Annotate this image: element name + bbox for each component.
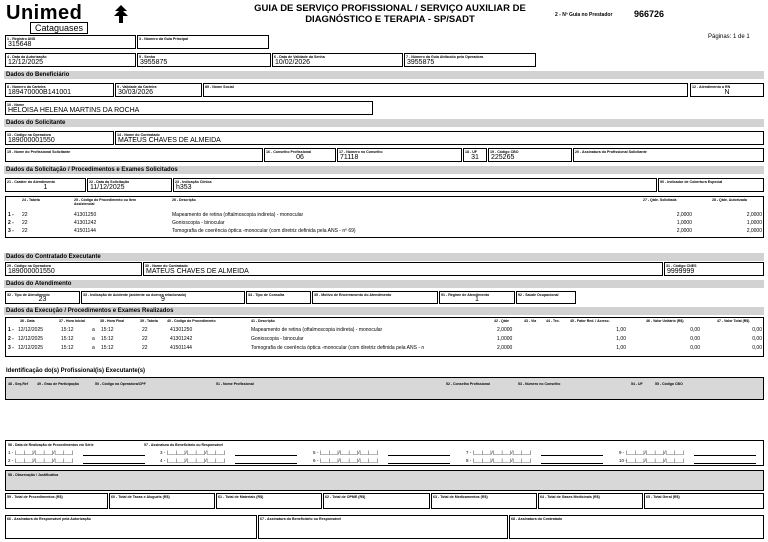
exec-row-code: 41301250 — [170, 327, 193, 333]
col-exec-factor: 45 - Fator Red. / Acresc. — [570, 319, 610, 323]
exec-row-qty: 1,0000 — [497, 336, 513, 342]
exec-row-end: 15:12 — [101, 336, 114, 342]
req-row-num: 3 - — [8, 228, 14, 234]
series-signature-line — [694, 463, 756, 464]
exec-row-factor: 1,00 — [616, 327, 626, 333]
field-occupational-health[interactable]: 92 - Saúde Ocupacional — [516, 291, 576, 304]
operator-guide-number-value: 3955875 — [407, 59, 435, 66]
exec-row-num: 1 - — [8, 327, 14, 333]
signature-authorization[interactable]: 66 - Assinatura do Responsável pela Autorização — [5, 515, 257, 539]
section-request: Dados da Solicitação / Procedimentos e Exames Solicitados — [4, 166, 764, 174]
series-date-field[interactable]: |___|___|/|___|___|/|___|___| — [15, 458, 74, 463]
col-exec-date: 36 - Data — [20, 319, 35, 323]
beneficiary-name-value: HELOISA HELENA MARTINS DA ROCHA — [8, 107, 140, 114]
field-ans-registry[interactable]: 1 - Registro ANS 315648 — [5, 35, 136, 49]
req-row-code: 41301250 — [74, 212, 97, 218]
field-care-type[interactable]: 32 - Tipo de Atendimento 23 — [5, 291, 80, 304]
exec-row-factor: 1,00 — [616, 345, 626, 351]
col-exec-unit-value: 46 - Valor Unitário (R$) — [646, 319, 684, 323]
exec-row-end-bullet: a — [92, 345, 95, 351]
col-qty-requested: 27 - Qtde. Solicitada — [643, 198, 677, 202]
field-requesting-professional[interactable]: 15 - Nome do Profissional Solicitante — [5, 148, 263, 162]
total-procedures: 59 - Total de Procedimentos (R$) — [5, 493, 108, 509]
series-date-field[interactable]: |___|___|/|___|___|/|___|___| — [320, 458, 379, 463]
series-date-field[interactable]: |___|___|/|___|___|/|___|___| — [320, 450, 379, 455]
series-date-index: 5 - — [313, 450, 319, 455]
total-general: 65 - Total Geral (R$) — [644, 493, 764, 509]
exec-row-code: 41301242 — [170, 336, 193, 342]
exec-row-unit-value: 0,00 — [690, 327, 700, 333]
exec-row-unit-value: 0,00 — [690, 336, 700, 342]
series-signature-line — [541, 455, 603, 456]
exec-row-table: 22 — [142, 345, 148, 351]
series-date-index: 1 - — [8, 450, 14, 455]
col-exec-end: 38 - Hora Final — [100, 319, 125, 323]
series-date-index: 6 - — [313, 458, 319, 463]
series-date-field[interactable]: |___|___|/|___|___|/|___|___| — [167, 450, 226, 455]
field-uf[interactable]: 18 - UF 31 — [463, 148, 487, 162]
series-date-field[interactable]: |___|___|/|___|___|/|___|___| — [473, 450, 532, 455]
signature-contractor[interactable]: 68 - Assinatura do Contratado — [509, 515, 764, 539]
col-exec-description: 41 - Descrição — [251, 319, 275, 323]
col-description: 26 - Descrição — [172, 198, 196, 202]
req-row-description: Mapeamento de retina (oftalmoscopia indireta) - monocular — [172, 212, 304, 218]
req-row-qty-requested: 2,0000 — [676, 212, 692, 218]
field-executor-operator-code[interactable]: 29 - Código na Operadora 189000001550 — [5, 262, 142, 276]
password-validity-value: 10/02/2026 — [275, 59, 311, 66]
council-number-value: 71118 — [340, 154, 359, 161]
exec-row-qty: 2,0000 — [497, 345, 513, 351]
series-date-index: 2 - — [8, 458, 14, 463]
series-date-field[interactable]: |___|___|/|___|___|/|___|___| — [626, 450, 685, 455]
section-professionals: Identificação do(s) Profissional(is) Executante(s) — [6, 368, 146, 374]
field-clinical-indication[interactable]: 23 - Indicação Clínica h353 — [173, 178, 657, 192]
series-signature-line — [388, 463, 450, 464]
col-exec-qty: 42 - Qtde — [494, 319, 509, 323]
guide-number: 966726 — [634, 9, 665, 19]
series-signature-line — [388, 455, 450, 456]
col-exec-total-value: 47 - Valor Total (R$) — [717, 319, 750, 323]
executor-contractor-name-value: MATEUS CHAVES DE ALMEIDA — [146, 268, 249, 275]
logo-name: Unimed — [6, 2, 83, 24]
professional-council-value: 06 — [296, 154, 304, 161]
exec-row-total-value: 0,00 — [752, 327, 762, 333]
exec-row-description: Mapeamento de retina (oftalmoscopia indireta) - monocular — [251, 327, 383, 333]
series-date-index: 7 - — [466, 450, 472, 455]
cnes-code-value: 9999999 — [667, 268, 695, 275]
logo-city: Cataguases — [30, 22, 88, 34]
card-validity-value: 30/03/2026 — [118, 89, 154, 96]
req-row-table: 22 — [22, 220, 28, 226]
field-professional-council[interactable]: 16 - Conselho Profissional 06 — [264, 148, 336, 162]
series-signature-line — [235, 463, 297, 464]
exec-row-factor: 1,00 — [616, 336, 626, 342]
series-date-index: 9 - — [619, 450, 625, 455]
field-operator-guide-number[interactable]: 7 - Número da Guia Atribuído pela Operadora 3955875 — [404, 53, 536, 67]
series-date-index: 10 - — [619, 458, 627, 463]
field-care-regime[interactable]: 91 - Regime de Atendimento 1 — [439, 291, 515, 304]
series-signature-line — [694, 455, 756, 456]
cbo-code-value: 225265 — [491, 154, 515, 161]
total-materials: 61 - Total de Materiais (R$) — [216, 493, 322, 509]
field-name[interactable]: 10 - Nome HELOISA HELENA MARTINS DA ROCHA — [5, 101, 373, 115]
req-row-description: Gonioscopia - binocular — [172, 220, 225, 226]
req-row-table: 22 — [22, 212, 28, 218]
req-row-qty-authorized: 2,0000 — [746, 212, 762, 218]
exec-row-num: 2 - — [8, 336, 14, 342]
password-value: 3955875 — [140, 59, 168, 66]
field-card-validity[interactable]: 9 - Validade da Carteira 30/03/2026 — [115, 83, 202, 97]
field-card-number[interactable]: 8 - Número da Carteira 189470000B141001 — [5, 83, 114, 97]
field-care-character[interactable]: 21 - Caráter do Atendimento 1 — [5, 178, 86, 192]
total-fees: 60 - Total de Taxas e Aluguéis (R$) — [109, 493, 215, 509]
req-row-qty-requested: 1,0000 — [676, 220, 692, 226]
col-table: 24 - Tabela — [22, 198, 40, 202]
exec-row-description: Gonioscopia - binocular — [251, 336, 304, 342]
field-requester-signature[interactable]: 20 - Assinatura do Profissional Solicitante — [573, 148, 764, 162]
field-special-coverage[interactable]: 90 - Indicador de Cobertura Especial — [658, 178, 764, 192]
exec-row-date: 12/12/2025 — [18, 345, 44, 351]
total-medical-gases: 64 - Total de Gases Medicinais (R$) — [538, 493, 643, 509]
req-row-qty-authorized: 1,0000 — [746, 220, 762, 226]
signature-beneficiary[interactable]: 67 - Assinatura do Beneficiário ou Responsável — [258, 515, 508, 539]
professionals-header-row: 48 - Seq.Ref 49 - Grau de Participação 50 - Código na Operadora/CPF 51 - Nome Profissional 52 - Conselho Profissional 53 - Número no Conselho 54 - UF 55 - Código CBO — [5, 377, 764, 400]
uf-value: 31 — [471, 154, 479, 161]
care-type-value: 23 — [38, 296, 47, 303]
exec-row-description: Tomografia de coerência óptica -monocular (com diretriz definida pela ANS - n — [251, 345, 425, 351]
request-date-value: 11/12/2025 — [90, 184, 125, 191]
total-opme: 62 - Total de OPME (R$) — [323, 493, 430, 509]
req-row-qty-authorized: 2,0000 — [746, 228, 762, 234]
logo — [6, 2, 134, 34]
field-authorization-date[interactable]: 4 - Data da Autorização 12/12/2025 — [5, 53, 136, 67]
accident-indication-value: 9 — [161, 296, 165, 303]
requested-procedures-table — [5, 196, 764, 238]
exec-row-num: 3 - — [8, 345, 14, 351]
field-main-guide-number[interactable]: 3 - Número da Guia Principal — [137, 35, 269, 49]
executed-procedures-table — [5, 317, 764, 357]
col-exec-table: 39 - Tabela — [140, 319, 158, 323]
exec-row-start: 15:12 — [61, 345, 74, 351]
pages-indicator: Páginas: 1 de 1 — [708, 34, 750, 40]
form-title-line1: GUIA DE SERVIÇO PROFISSIONAL / SERVIÇO AUXILIAR DE — [254, 3, 526, 14]
exec-row-end: 15:12 — [101, 345, 114, 351]
requester-operator-code-value: 189000001550 — [8, 137, 55, 144]
ans-registry-value: 315648 — [8, 41, 32, 48]
field-cbo-code[interactable]: 19 - Código CBO 225265 — [488, 148, 572, 162]
col-exec-start: 37 - Hora Inicial — [59, 319, 85, 323]
req-row-qty-requested: 2,0000 — [676, 228, 692, 234]
field-council-number[interactable]: 17 - Número no Conselho 71118 — [337, 148, 462, 162]
care-character-value: 1 — [43, 184, 48, 191]
series-signature-line — [235, 455, 297, 456]
section-attendance: Dados do Atendimento — [4, 280, 764, 288]
req-row-code: 41301242 — [74, 220, 97, 226]
exec-row-total-value: 0,00 — [752, 345, 762, 351]
col-code: 25 - Código do Procedimento ou Item Assistencial — [74, 198, 137, 206]
req-row-num: 1 - — [8, 212, 14, 218]
guide-number-label: 2 - Nº Guia no Prestador — [555, 12, 613, 18]
exec-row-start: 15:12 — [61, 336, 74, 342]
series-date-field[interactable]: |___|___|/|___|___|/|___|___| — [15, 450, 74, 455]
form-title — [240, 3, 540, 25]
req-row-code: 41501144 — [74, 228, 96, 234]
section-beneficiary: Dados do Beneficiário — [4, 71, 764, 79]
section-execution: Dados da Execução / Procedimentos e Exames Realizados — [4, 307, 764, 315]
exec-row-total-value: 0,00 — [752, 336, 762, 342]
field-consult-type[interactable]: 34 - Tipo de Consulta — [246, 291, 311, 304]
total-medications: 63 - Total de Medicamentos (R$) — [431, 493, 537, 509]
series-signature-line — [541, 463, 603, 464]
field-password-validity[interactable]: 6 - Data de Validade da Senha 10/02/2026 — [272, 53, 403, 67]
req-row-description: Tomografia de coerência óptica -monocular (com diretriz definida pela ANS - nº 69) — [172, 228, 356, 234]
exec-row-end: 15:12 — [101, 327, 114, 333]
exec-row-end-bullet: a — [92, 336, 95, 342]
series-signature-line — [83, 463, 145, 464]
series-date-index: 8 - — [466, 458, 472, 463]
series-signature-line — [83, 455, 145, 456]
field-cnes-code[interactable]: 31 - Código CNES 9999999 — [664, 262, 764, 276]
series-date-field[interactable]: |___|___|/|___|___|/|___|___| — [167, 458, 226, 463]
exec-row-table: 22 — [142, 336, 148, 342]
field-newborn-care[interactable]: 12 - Atendimento a RN N — [690, 83, 764, 97]
section-executor: Dados do Contratado Executante — [4, 253, 764, 261]
card-number-value: 189470000B141001 — [8, 89, 72, 96]
col-exec-code: 40 - Código do Procedimento — [167, 319, 216, 323]
section-requester: Dados do Solicitante — [4, 119, 764, 127]
exec-row-date: 12/12/2025 — [18, 336, 44, 342]
exec-row-qty: 2,0000 — [497, 327, 513, 333]
field-observation[interactable]: 58 - Observação / Justificativa — [5, 470, 764, 491]
executor-operator-code-value: 189000001550 — [8, 268, 55, 275]
req-row-num: 2 - — [8, 220, 14, 226]
unimed-tree-icon — [107, 4, 135, 24]
exec-row-date: 12/12/2025 — [18, 327, 44, 333]
field-accident-indication[interactable]: 33 - Indicação de Acidente (acidente ou doença relacionado) 9 — [81, 291, 245, 304]
exec-row-start: 15:12 — [61, 327, 74, 333]
exec-row-code: 41501144 — [170, 345, 192, 351]
authorization-date-value: 12/12/2025 — [8, 59, 44, 66]
field-executor-contractor-name[interactable]: 30 - Nome do Contratado MATEUS CHAVES DE ALMEIDA — [143, 262, 663, 276]
col-qty-authorized: 28 - Qtde. Autorizada — [712, 198, 747, 202]
exec-row-table: 22 — [142, 327, 148, 333]
series-date-index: 4 - — [160, 458, 166, 463]
field-closure-reason[interactable]: 35 - Motivo de Encerramento do Atendimento — [312, 291, 438, 304]
clinical-indication-value: h353 — [176, 184, 192, 191]
newborn-care-value: N — [724, 89, 730, 96]
field-requester-contractor-name[interactable]: 14 - Nome do Contratado MATEUS CHAVES DE ALMEIDA — [115, 131, 764, 145]
req-row-table: 22 — [22, 228, 28, 234]
series-date-index: 3 - — [160, 450, 166, 455]
series-date-field[interactable]: |___|___|/|___|___|/|___|___| — [473, 458, 532, 463]
exec-row-end-bullet: a — [92, 327, 95, 333]
care-regime-value: 1 — [475, 296, 479, 303]
col-exec-tec: 44 - Tec. — [546, 319, 560, 323]
col-exec-via: 43 - Via — [524, 319, 537, 323]
field-social-name[interactable]: 89 - Nome Social — [203, 83, 688, 97]
field-requester-operator-code[interactable]: 13 - Código na Operadora 189000001550 — [5, 131, 114, 145]
field-request-date[interactable]: 22 - Data da Solicitação 11/12/2025 — [87, 178, 172, 192]
field-password[interactable]: 5 - Senha 3955875 — [137, 53, 271, 67]
series-dates-block: 56 - Data de Realização de Procedimentos em Série 57 - Assinatura do Beneficiário ou Responsável 1 - |___|___|/|___|___|/|___|___| 2 - |___|___|/|___|___|/|___|___| 3 - |___|___|/|___|___|/|___|___| 4 - |___|___|/|___|___|/|___|___| 5 - |___|___|/|___|___|/|___|___| 6 - |___|___|/|___|___|/|___|___| 7 - |___|___|/|___|___|/|___|___| 8 - |___|___|/|___|___|/|___|___| 9 - |___|___|/|___|___|/|___|___| 10 - |___|___|/|___|___|/|___|___| — [5, 440, 764, 466]
requester-contractor-name-value: MATEUS CHAVES DE ALMEIDA — [118, 137, 221, 144]
exec-row-unit-value: 0,00 — [690, 345, 700, 351]
form-title-line2: DIAGNÓSTICO E TERAPIA - SP/SADT — [305, 14, 475, 25]
series-date-field[interactable]: |___|___|/|___|___|/|___|___| — [626, 458, 685, 463]
